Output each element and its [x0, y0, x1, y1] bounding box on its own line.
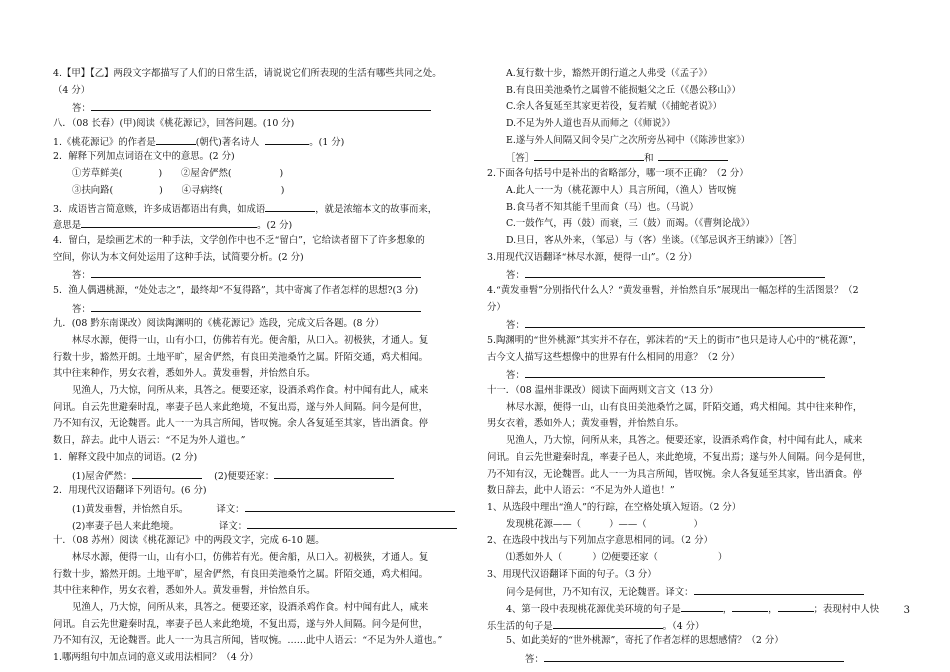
- answer-blank[interactable]: [525, 366, 825, 378]
- question-text: 3．成语皆言简意赅，许多成语都语出有典，如成语 ，就是浓缩本文的故事而来，: [53, 200, 473, 217]
- section-heading: 十．（08 苏州）阅读《桃花源记》中的两段文字，完成 6-10 题。: [53, 535, 325, 547]
- answer-blank[interactable]: [91, 266, 421, 278]
- option-line: B.有良田美池桑竹之属曾不能损魁父之丘（《愚公移山》）: [506, 84, 741, 96]
- answer-line[interactable]: 答：: [487, 650, 897, 667]
- question-text: (2)率妻子邑人来此绝境。 译文：: [53, 517, 473, 534]
- option-line: E.遂与外人间隔又间令吴广之次所旁丛祠中（《陈涉世家》）: [506, 134, 751, 146]
- passage-line: 林尽水源，便得一山，山有小口，仿佛若有光。便舍船，从口入。初极狭，才通人。复: [72, 335, 429, 346]
- option-line: D.旦日，客从外来，（邹忌）与（客）坐谈。（《邹忌讽齐王纳谏》）［答］: [506, 234, 803, 246]
- section-heading: 十一．（08 温州非课改）阅读下面两则文言文（13 分）: [487, 385, 719, 397]
- question-text: 1．解释文段中加点的词语。(2 分): [53, 451, 198, 463]
- answer-line[interactable]: 答：: [487, 366, 897, 383]
- passage-line: 林尽水源，便得一山，山有小口，仿佛若有光。便舍船，从口入。初极狭，才通人。复: [72, 551, 429, 563]
- question-text: 问今是何世，乃不知有汉，无论魏晋。译文：: [487, 583, 897, 600]
- passage-line: 乃不知有汉，无论魏晋。此人一一为具言所闻，皆叹惋。……此中人语云：“不足为外人道也。”: [53, 635, 443, 647]
- passage-line: 男女衣着，悉如外人；黄发垂髫，并怡然自乐。: [487, 418, 684, 430]
- option-line: A.此人一一为（桃花源中人）具言所闻，（渔人）皆叹惋: [506, 184, 737, 196]
- section-heading: 九．(08 黔东南课改）阅读陶渊明的《桃花源记》选段，完成文后各题。(8 分）: [53, 318, 385, 330]
- question-text: 4．留白，是绘画艺术的一种手法，文学创作中也不乏“留白”，它给读者留下了许多想象的: [53, 234, 425, 246]
- passage-line: 问讯。自云先世避秦时乱，率妻子邑人来此绝境，不复出焉，遂与外人间隔。问今是何世，: [53, 618, 429, 630]
- question-text: 3、用现代汉语翻译下面的句子。（3 分）: [487, 568, 657, 580]
- question-text: 分）: [487, 301, 506, 313]
- question-text: 4.“黄发垂髫”分别指代什么人？“黄发垂髫，并怡然自乐”展现出一幅怎样的生活图景？（2: [487, 284, 859, 296]
- answer-blank[interactable]: [544, 650, 844, 662]
- option-line: B.食马者不知其能千里而食（马）也。（马说）: [506, 201, 699, 213]
- page-number: 3: [903, 605, 910, 617]
- option-line: C.余人各复延至其家更若役，复若赋（《捕蛇者说》）: [506, 101, 723, 113]
- passage-line: 数日辞去，此中人语云：“不足为外人道也！”: [487, 485, 675, 497]
- question-text: (1)黄发垂髫，并怡然自乐。 译文：: [53, 500, 473, 517]
- question-text: 4、第一段中表现桃花源优美环境的句子是 ， ， ；表现村中人快: [487, 600, 897, 617]
- answer-blank[interactable]: [553, 617, 663, 629]
- answer-blank[interactable]: [265, 200, 315, 212]
- answer-blank[interactable]: [265, 133, 309, 145]
- question-text: 意思是 。(2 分): [53, 216, 473, 233]
- passage-line: 见渔人，乃大惊，问所从来，具答之。便要还家，设酒杀鸡作食，村中闻有此人，咸来: [506, 435, 863, 447]
- question-text: 2、在选段中找出与下列加点字意思相同的词。（2 分）: [487, 535, 713, 547]
- question-text: 1.哪两组句中加点词的意义或用法相同？（4 分）: [53, 652, 259, 664]
- passage-line: 乃不知有汉，无论魏晋。此人一一为具言所闻，皆叹惋。余人各复延至其家，皆出酒食。停: [487, 468, 863, 480]
- answer-blank[interactable]: [732, 600, 768, 612]
- passage-line: 问讯。自云先世避秦时乱，率妻子邑人来此绝境，不复出焉，遂与外人间隔。问今是何世，: [53, 401, 429, 413]
- answer-blank[interactable]: [694, 583, 864, 595]
- right-column: [487, 66, 897, 667]
- question-text: 3.用现代汉语翻译“林尽水源，便得一山”。（2 分）: [487, 251, 698, 263]
- answer-blank[interactable]: [247, 517, 457, 529]
- question-text: 2.下面各句括号中是补出的省略部分，哪一项不正确？（2 分）: [487, 168, 749, 180]
- answer-blank[interactable]: [525, 316, 865, 328]
- answer-line[interactable]: 答：: [487, 266, 897, 283]
- answer-blank[interactable]: [534, 149, 644, 161]
- passage-line: 其中往来种作，男女衣着，悉如外人。黄发垂髫，并怡然自乐。: [53, 368, 316, 380]
- question-text: 发现桃花源——（ ）——（ ）: [506, 518, 703, 530]
- passage-line: 乃不知有汉，无论魏晋。此人一一为具言所闻，皆叹惋。余人各复延至其家，皆出酒食。停: [53, 418, 429, 430]
- question-text: 空间，你认为本文何处运用了这种手法，试简要分析。(2 分): [53, 251, 304, 263]
- question-text: 5.陶渊明的“世外桃源”其实并不存在，郭沫若的“天上的街市”也只是诗人心中的“桃花源”，: [487, 335, 863, 346]
- question-text: ⑴悉如外人（ ）⑵便要还家（ ）: [506, 551, 728, 563]
- question-text: 5．渔人偶遇桃源，“处处志之”，最终却“不复得路”，其中寄寓了作者怎样的思想?(3 分): [53, 284, 419, 296]
- option-line: D.不足为外人道也吾从而师之（《师说》）: [506, 118, 676, 130]
- question-text: 古今文人描写这些想像中的世界有什么相同的用意？（2 分）: [487, 351, 740, 363]
- passage-line: 数日，辞去。此中人语云：“不足为外人道也。”: [53, 435, 246, 447]
- option-line: A.复行数十步，豁然开朗行道之人弗受（《孟子》）: [506, 68, 713, 79]
- question-text: 乐生活的句子是 。（4 分）: [487, 617, 897, 634]
- passage-line: 林尽水源，便得一山，山有良田美池桑竹之属，阡陌交通，鸡犬相闻。其中往来种作，: [506, 401, 863, 413]
- answer-blank[interactable]: [156, 133, 196, 145]
- answer-blank[interactable]: [525, 266, 825, 278]
- answer-line[interactable]: 答：: [53, 266, 473, 283]
- option-line: C.一鼓作气，再（鼓）而衰，三（鼓）而竭。（《曹刿论战》）: [506, 218, 755, 230]
- answer-blank[interactable]: [658, 149, 728, 161]
- passage-line: 行数十步，豁然开朗。土地平旷，屋舍俨然，有良田美池桑竹之属。阡陌交通，鸡犬相闻。: [53, 351, 429, 363]
- answer-blank[interactable]: [132, 467, 202, 479]
- answer-blank[interactable]: [91, 99, 431, 111]
- question-text: （4 分）: [53, 84, 91, 96]
- answer-line[interactable]: ［答］ 和: [487, 149, 897, 166]
- passage-line: 问讯。自云先世避秦时乱，率妻子邑人，来此绝境，不复出焉；遂与外人间隔。问今是何世，: [487, 451, 872, 463]
- answer-blank[interactable]: [778, 600, 814, 612]
- answer-blank[interactable]: [681, 600, 723, 612]
- question-text: 5、如此美好的“世外桃源”，寄托了作者怎样的思想感情？（2 分）: [506, 635, 784, 647]
- question-text: ③扶向路( ) ④寻病终( ): [72, 184, 285, 196]
- question-text: 1、从选段中理出“渔人”的行踪，在空格处填入短语。（2 分）: [487, 501, 742, 513]
- passage-line: 见渔人，乃大惊，问所从来，具答之。便要还家，设酒杀鸡作食。村中闻有此人，咸来: [72, 385, 429, 397]
- answer-line[interactable]: 答：: [487, 316, 897, 333]
- passage-line: 行数十步，豁然开朗。土地平旷，屋舍俨然，有良田美池桑竹之属。阡陌交通，鸡犬相闻。: [53, 568, 429, 580]
- section-heading: 八．（08 长春）(甲)阅读《桃花源记》，回答问题。(10 分): [53, 118, 295, 130]
- answer-line[interactable]: 答：: [53, 300, 473, 317]
- question-text: 2．用现代汉语翻译下列语句。(6 分): [53, 485, 207, 497]
- question-text: 1.《桃花源记》的作者是 (朝代)著名诗人 。(1 分): [53, 133, 473, 150]
- answer-blank[interactable]: [274, 467, 394, 479]
- question-text: 2．解释下列加点词语在文中的意思。(2 分): [53, 151, 235, 163]
- question-text: 4.【甲】【乙】两段文字都描写了人们的日常生活，请说说它们所表现的生活有哪些共同之处。: [53, 68, 442, 79]
- answer-blank[interactable]: [245, 500, 455, 512]
- answer-line[interactable]: 答：: [53, 99, 473, 116]
- question-text: ①芳草鲜美( ) ②屋舍俨然( ): [72, 168, 284, 180]
- question-text: (1)屋舍俨然： (2)便要还家：: [53, 467, 473, 484]
- answer-blank[interactable]: [91, 300, 421, 312]
- passage-line: 见渔人，乃大惊，问所从来，具答之。便要还家，设酒杀鸡作食。村中闻有此人，咸来: [72, 602, 429, 613]
- answer-blank[interactable]: [81, 216, 257, 228]
- left-column: [53, 66, 473, 667]
- passage-line: 其中往来种作，男女衣着，悉如外人。黄发垂髫，并怡然自乐。: [53, 585, 316, 597]
